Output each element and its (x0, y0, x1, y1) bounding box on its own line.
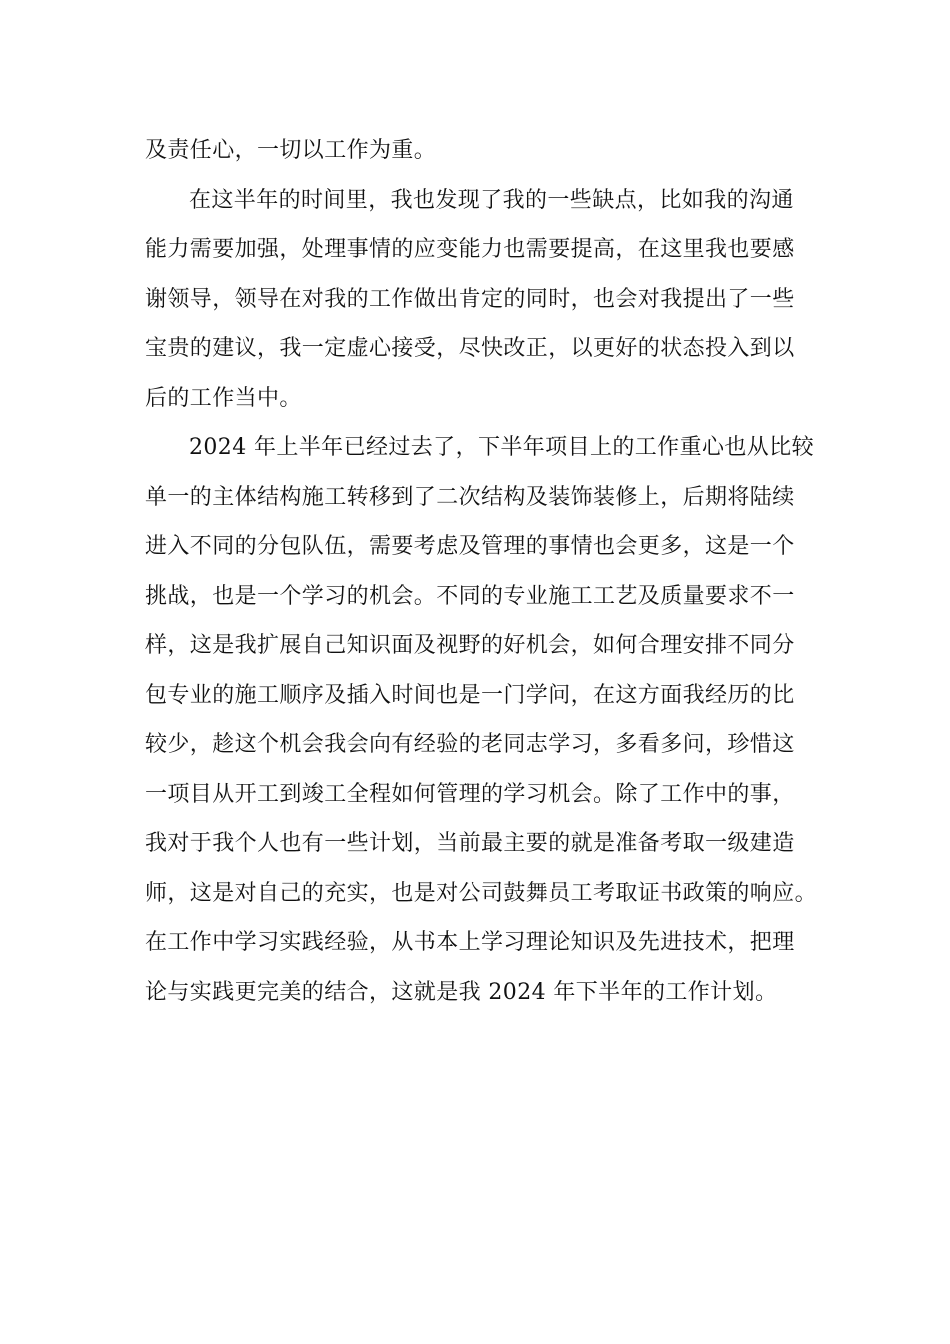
paragraph-start-line: 在这半年的时间里，我也发现了我的一些缺点，比如我的沟通 (189, 187, 794, 213)
text-line: 包专业的施工顺序及插入时间也是一门学问，在这方面我经历的比 (145, 682, 795, 708)
text-line: 及责任心，一切以工作为重。 (145, 138, 437, 163)
text-line: 谢领导，领导在对我的工作做出肯定的同时，也会对我提出了一些 (145, 286, 795, 312)
text-line: 宝贵的建议，我一定虚心接受，尽快改正，以更好的状态投入到以 (145, 336, 795, 361)
paragraph-start-line: 2024 年上半年已经过去了，下半年项目上的工作重心也从比较 (189, 435, 814, 460)
text-line: 较少，趁这个机会我会向有经验的老同志学习，多看多问，珍惜这 (145, 732, 795, 757)
text-line: 挑战，也是一个学习的机会。不同的专业施工工艺及质量要求不一 (145, 583, 795, 609)
text-line: 能力需要加强，处理事情的应变能力也需要提高，在这里我也要感 (145, 237, 795, 262)
text-line: 一项目从开工到竣工全程如何管理的学习机会。除了工作中的事， (145, 781, 795, 807)
text-line: 单一的主体结构施工转移到了二次结构及装饰装修上，后期将陆续 (145, 484, 795, 510)
text-line: 样，这是我扩展自己知识面及视野的好机会，如何合理安排不同分 (145, 633, 795, 658)
text-line: 进入不同的分包队伍，需要考虑及管理的事情也会更多，这是一个 (145, 534, 795, 559)
document-body (145, 126, 835, 1017)
text-line: 我对于我个人也有一些计划，当前最主要的就是准备考取一级建造 (145, 831, 795, 856)
text-line: 在工作中学习实践经验，从书本上学习理论知识及先进技术，把理 (145, 930, 795, 955)
text-line: 论与实践更完美的结合，这就是我 2024 年下半年的工作计划。 (145, 979, 778, 1005)
text-line: 后的工作当中。 (145, 385, 302, 411)
text-line: 师，这是对自己的充实，也是对公司鼓舞员工考取证书政策的响应。 (145, 880, 818, 906)
